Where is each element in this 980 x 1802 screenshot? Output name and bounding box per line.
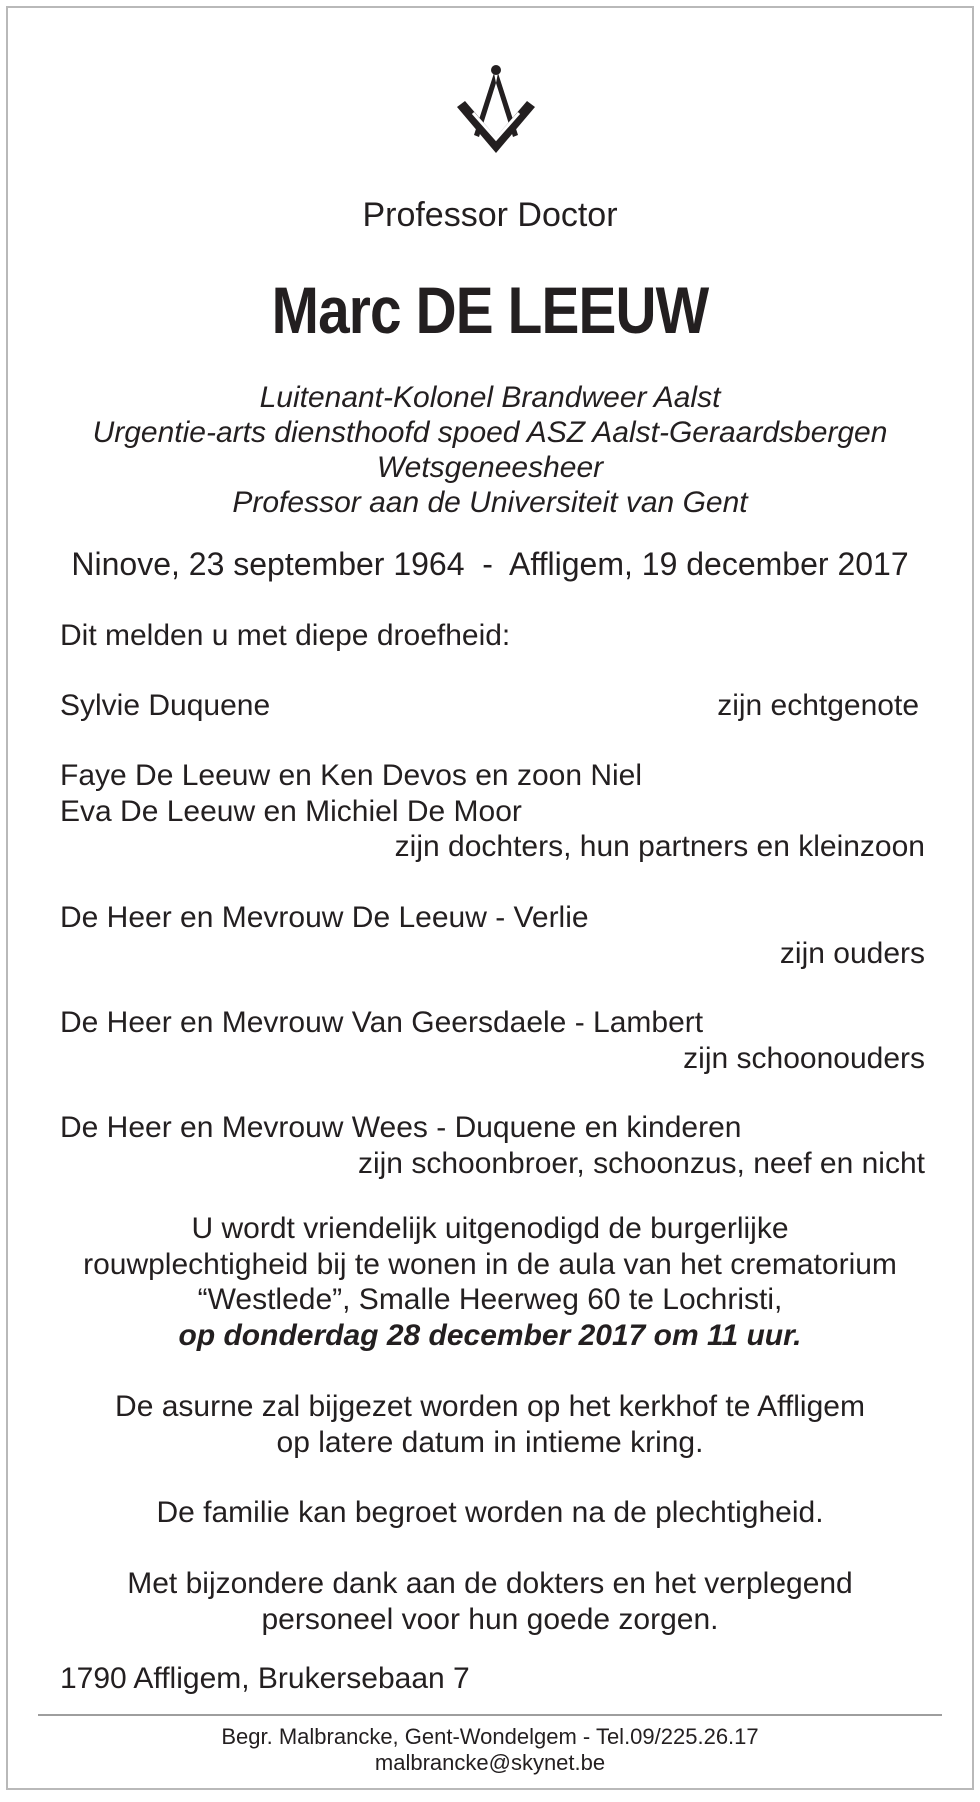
mourner-siblings-in-law: [60, 1110, 925, 1181]
mourner-spouse: [60, 688, 925, 724]
ceremony-invitation: [8, 1211, 972, 1353]
mourner-relation: zijn dochters, hun partners en kleinzoon: [394, 830, 925, 863]
professional-titles: [8, 380, 972, 520]
home-address: 1790 Affligem, Brukersebaan 7: [60, 1662, 470, 1695]
mourner-relation: zijn echtgenote: [717, 689, 919, 722]
urn-line: op latere datum in intieme kring.: [276, 1425, 704, 1459]
title-line: Luitenant-Kolonel Brandweer Aalst: [259, 381, 721, 414]
announcement-text: Dit melden u met diepe droefheid:: [60, 619, 511, 652]
square-and-compasses-icon: [455, 63, 537, 153]
mourner-name: Eva De Leeuw en Michiel De Moor: [60, 794, 522, 828]
funeral-home-email[interactable]: malbrancke@skynet.be: [374, 1750, 606, 1775]
mourner-relation: zijn ouders: [779, 936, 925, 970]
thanks-line: personeel voor hun goede zorgen.: [261, 1602, 719, 1636]
thanks-line: Met bijzondere dank aan de dokters en het verplegend: [127, 1567, 853, 1600]
honorific-prefix: Professor Doctor: [362, 196, 618, 234]
obituary-card: [6, 6, 974, 1790]
mourner-name: De Heer en Mevrouw Wees - Duquene en kinderen: [60, 1111, 742, 1144]
urn-line: De asurne zal bijgezet worden op het kerkhof te Affligem: [115, 1390, 865, 1423]
mourner-daughters: [60, 758, 925, 865]
birth-death-dates: Ninove, 23 september 1964 - Affligem, 19 december 2017: [71, 546, 909, 582]
funeral-home-info: Begr. Malbrancke, Gent-Wondelgem - Tel.09/225.26.17: [221, 1724, 759, 1749]
mourner-name: Faye De Leeuw en Ken Devos en zoon Niel: [60, 759, 643, 792]
condolences-notice: De familie kan begroet worden na de plechtigheid.: [156, 1496, 824, 1529]
footer-divider: [38, 1714, 942, 1716]
invitation-line: “Westlede”, Smalle Heerweg 60 te Lochristi,: [197, 1283, 783, 1316]
invitation-line: U wordt vriendelijk uitgenodigd de burgerlijke: [191, 1212, 789, 1245]
invitation-line: rouwplechtigheid bij te wonen in de aula van het crematorium: [83, 1247, 897, 1281]
mourner-name: Sylvie Duquene: [60, 689, 271, 722]
title-line: Wetsgeneesheer: [376, 451, 604, 484]
mourner-relation: zijn schoonouders: [683, 1041, 925, 1075]
mourner-parents-in-law: [60, 1005, 925, 1076]
mourner-name: De Heer en Mevrouw De Leeuw - Verlie: [60, 901, 589, 934]
mourner-name: De Heer en Mevrouw Van Geersdaele - Lambert: [60, 1006, 704, 1039]
deceased-name: Marc DE LEEUW: [271, 273, 709, 347]
mourner-relation: zijn schoonbroer, schoonzus, neef en nicht: [357, 1146, 925, 1180]
title-line: Urgentie-arts diensthoofd spoed ASZ Aalst-Geraardsbergen: [92, 416, 888, 449]
funeral-home-footer: [8, 1724, 972, 1776]
ceremony-datetime: op donderdag 28 december 2017 om 11 uur.: [178, 1318, 802, 1352]
title-line: Professor aan de Universiteit van Gent: [232, 486, 748, 519]
urn-notice: [8, 1389, 972, 1460]
mourner-parents: [60, 900, 925, 971]
thanks-notice: [8, 1566, 972, 1637]
